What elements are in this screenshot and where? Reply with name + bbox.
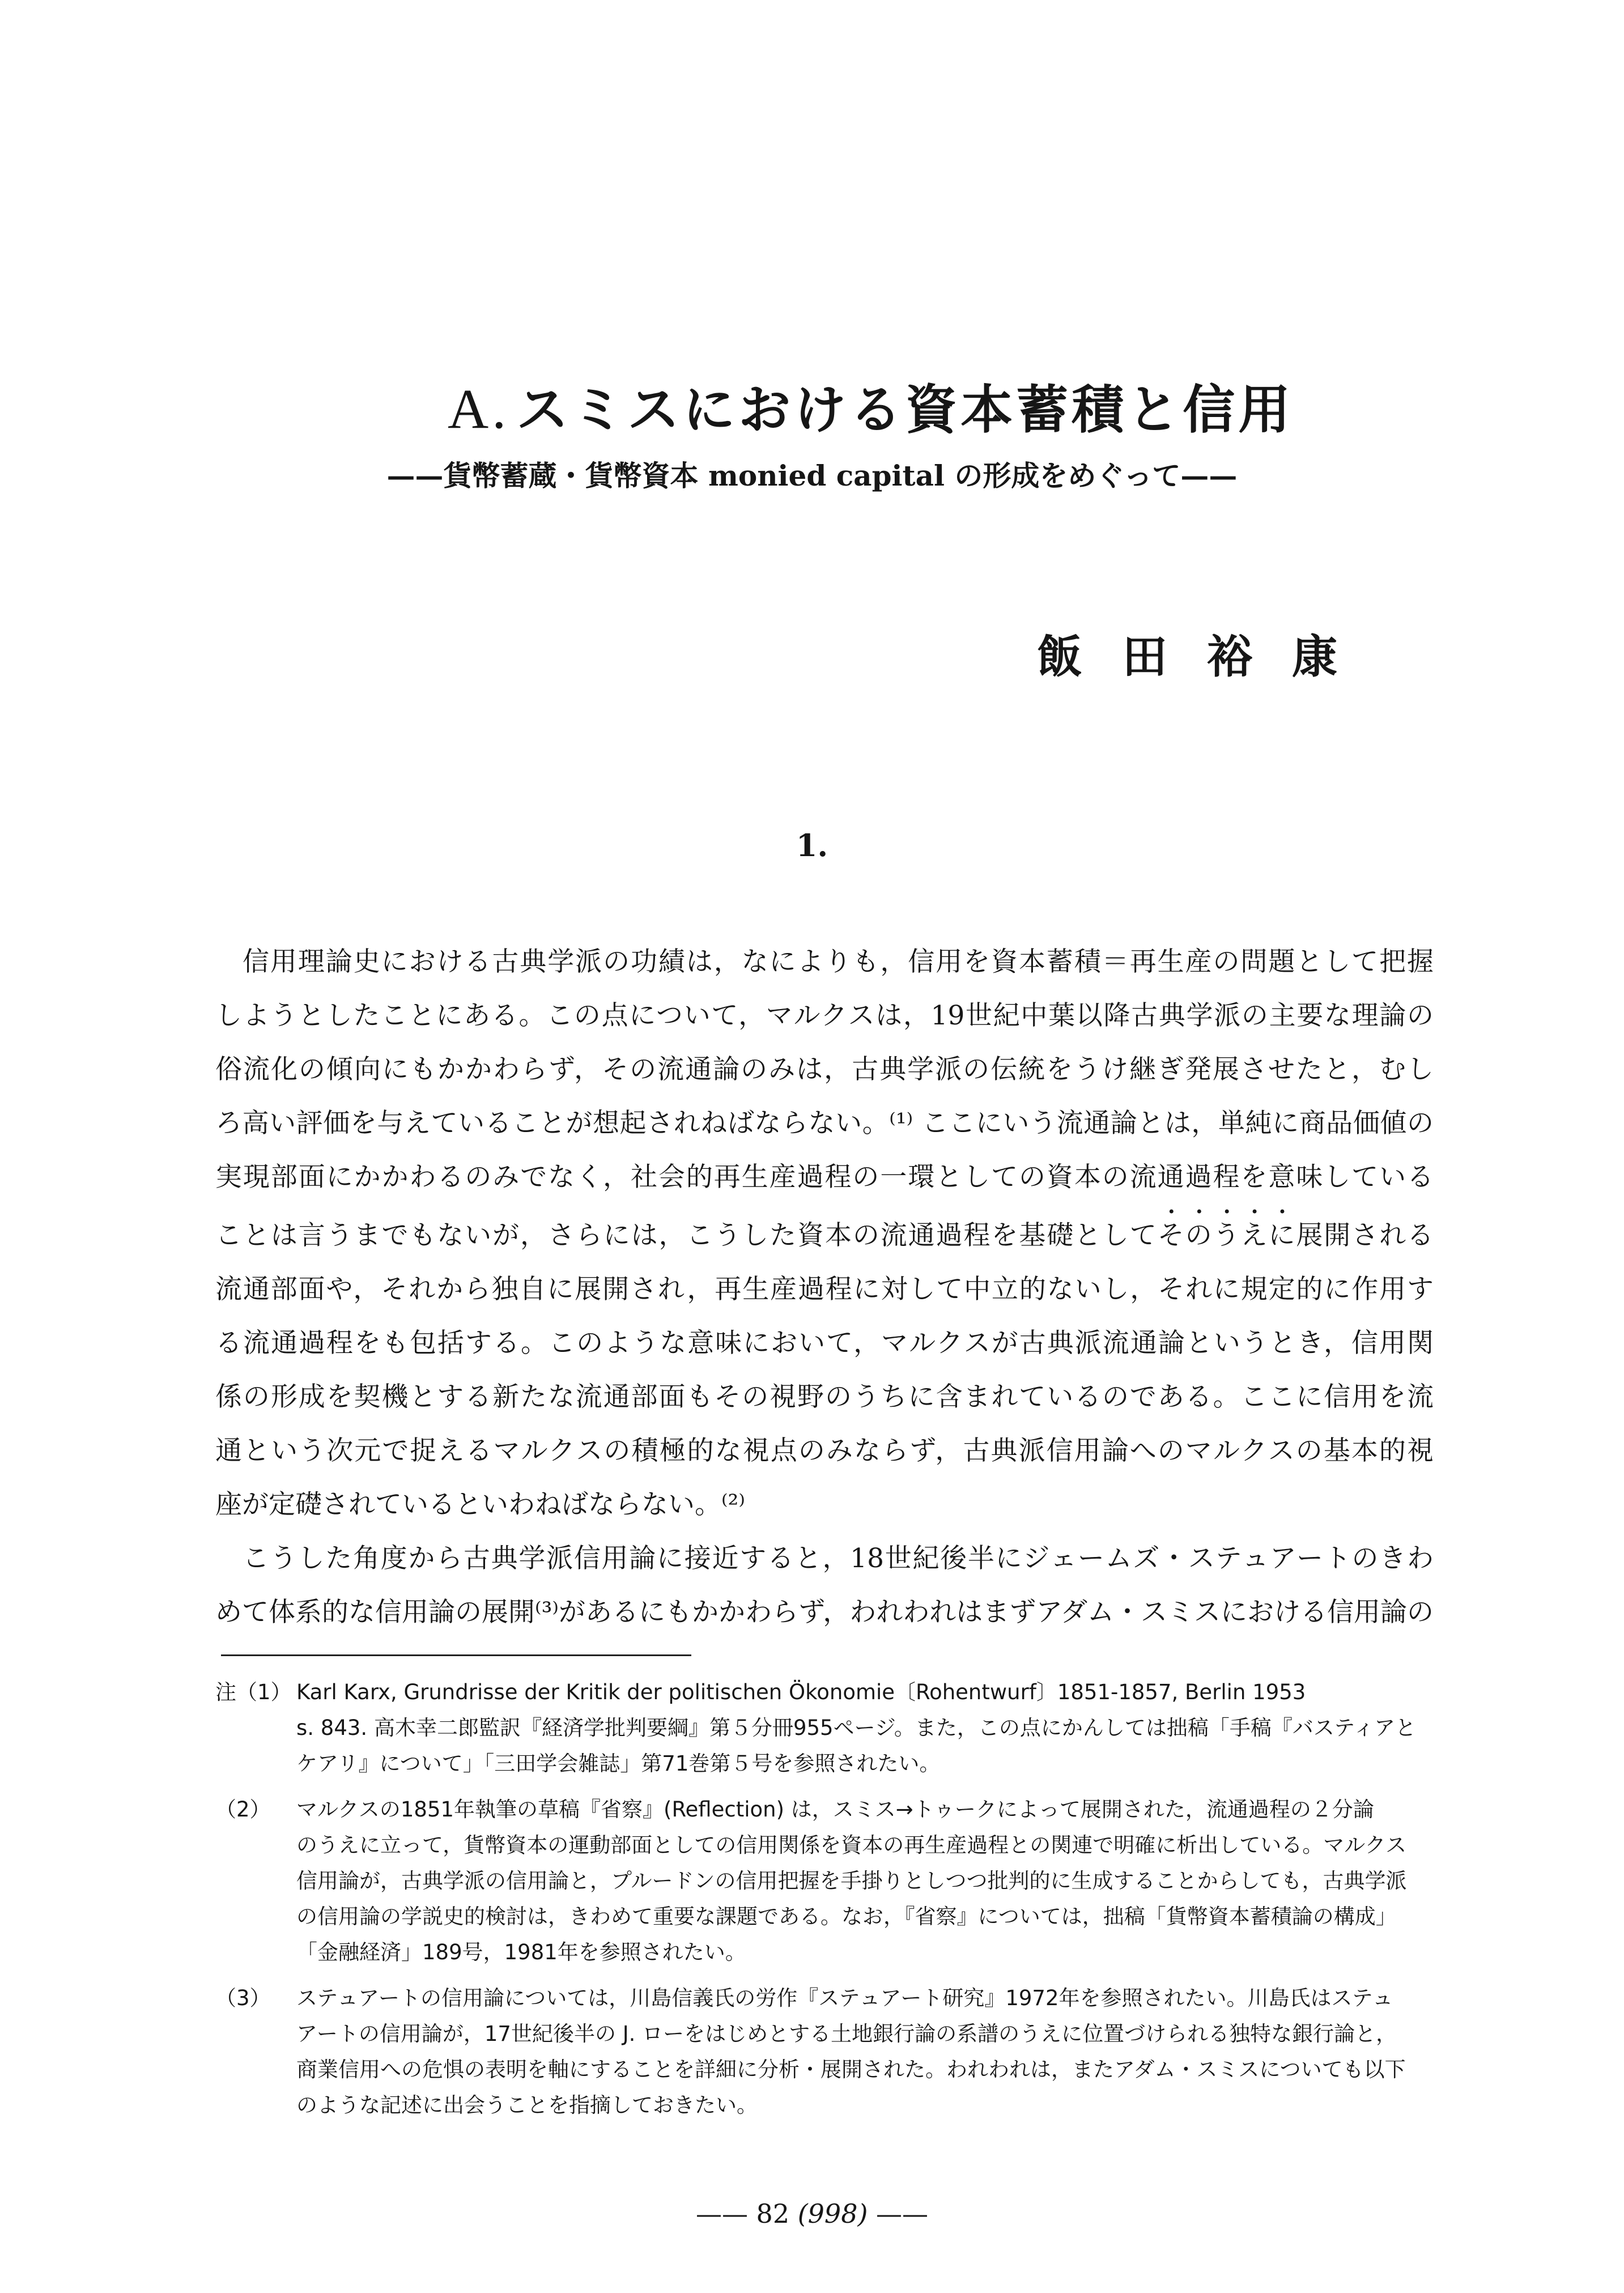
footnote-2 bbox=[215, 1792, 1434, 1970]
footnote-line: のうえに立って，貨幣資本の運動部面としての信用関係を資本の再生産過程との関連で明確に析出している。マルクス bbox=[296, 1833, 1407, 1857]
body-line: 係の形成を契機とする新たな流通部面もその視野のうちに含まれているのである。ここに信用を流 bbox=[215, 1381, 1434, 1413]
line-segment: ことは言うまでもないが，さらには，こうした資本の流通過程を基礎として bbox=[215, 1220, 1158, 1251]
footnote-rule bbox=[221, 1654, 691, 1656]
body-line: る流通過程をも包括する。このような意味において，マルクスが古典派流通論というとき，信用関 bbox=[215, 1328, 1434, 1359]
footnote-line: 「金融経済」189号，1981年を参照されたい。 bbox=[296, 1940, 746, 1964]
footnote-mark: 注（1） bbox=[215, 1680, 292, 1704]
footnote-line: のような記述に出会うことを指摘しておきたい。 bbox=[296, 2093, 758, 2117]
line-segment: 展開される bbox=[1296, 1220, 1434, 1251]
article-subtitle: ——貨幣蓄蔵・貨幣資本 monied capital の形成をめぐって—— bbox=[386, 459, 1238, 492]
body-line: 実現部面にかかわるのみでなく，社会的再生産過程の一環としての資本の流通過程を意味している bbox=[215, 1162, 1434, 1193]
page-number-value: —— 82 bbox=[695, 2198, 790, 2229]
original-page-number: (998) bbox=[797, 2198, 868, 2229]
footnote-text: ステュアートの信用論については，川島信義氏の労作『ステュアート研究』1972年を参照されたい。川島氏はステュ bbox=[296, 1986, 1393, 2010]
article-title bbox=[448, 368, 1294, 443]
footnote-line: s. 843. 高木幸二郎監訳『経済学批判要綱』第５分冊955ページ。また，この点にかんしては拙稿「手稿『バスティアと bbox=[296, 1716, 1417, 1740]
footnote-line: ケアリ』について」「三田学会雑誌」第71巻第５号を参照されたい。 bbox=[296, 1751, 941, 1776]
footnote-text: マルクスの1851年執筆の草稿『省察』(Reflection) は，スミス→トゥークによって展開された，流通過程の２分論 bbox=[296, 1797, 1374, 1822]
title-text: スミスにおける資本蓄積と信用 bbox=[516, 379, 1294, 440]
title-marker: A. bbox=[448, 377, 510, 440]
page-number bbox=[0, 2198, 1624, 2229]
page-number-tail: —— bbox=[876, 2198, 929, 2229]
body-line: 座が定礎されているといわねばならない。⁽²⁾ bbox=[215, 1489, 745, 1520]
body-line: めて体系的な信用論の展開⁽³⁾があるにもかかわらず，われわれはまずアダム・スミスにおける信用論の bbox=[215, 1597, 1434, 1628]
body-line: 俗流化の傾向にもかかわらず，その流通論のみは，古典学派の伝統をうけ継ぎ発展させたと，むし bbox=[215, 1054, 1434, 1085]
footnote-line bbox=[215, 1792, 1434, 1827]
footnote-line: の信用論の学説史的検討は，きわめて重要な課題である。なお，『省察』については，拙稿「貨幣資本蓄積論の構成」 bbox=[296, 1904, 1397, 1929]
body-line-emphasis bbox=[215, 1204, 1434, 1262]
body-line: こうした角度から古典学派信用論に接近すると，18世紀後半にジェームズ・ステュアートのきわ bbox=[243, 1543, 1434, 1574]
footnote-line bbox=[215, 1674, 1434, 1710]
body-line: 通という次元で捉えるマルクスの積極的な視点のみならず，古典派信用論へのマルクスの基本的視 bbox=[215, 1435, 1434, 1466]
body-text bbox=[215, 935, 1434, 1639]
footnote-mark: （3） bbox=[215, 1986, 271, 2010]
footnote-line bbox=[215, 1980, 1434, 2016]
body-line: 信用理論史における古典学派の功績は，なによりも，信用を資本蓄積＝再生産の問題として把握 bbox=[243, 946, 1434, 977]
emphasis-dots: そのうえに bbox=[1157, 1220, 1296, 1251]
footnote-text: Karl Karx, Grundrisse der Kritik der politischen Ökonomie〔Rohentwurf〕1851-1857, Berlin 1953 bbox=[296, 1680, 1306, 1704]
footnote-line: 信用論が，古典学派の信用論と，プルードンの信用把握を手掛りとしつつ批判的に生成することからしても，古典学派 bbox=[296, 1869, 1407, 1893]
body-line: しようとしたことにある。この点について，マルクスは，19世紀中葉以降古典学派の主要な理論の bbox=[215, 1000, 1434, 1031]
body-line: ろ高い評価を与えていることが想起されねばならない。⁽¹⁾ ここにいう流通論とは，単純に商品価値の bbox=[215, 1108, 1434, 1139]
body-line: 流通部面や，それから独自に展開され，再生産過程に対して中立的ないし，それに規定的に作用す bbox=[215, 1274, 1434, 1305]
footnote-line: 商業信用への危惧の表明を軸にすることを詳細に分析・展開された。われわれは，またアダム・スミスについても以下 bbox=[296, 2057, 1406, 2082]
footnote-mark: （2） bbox=[215, 1797, 271, 1822]
footnote-3 bbox=[215, 1980, 1434, 2123]
section-number: 1. bbox=[796, 827, 828, 863]
author-name: 飯田裕康 bbox=[1037, 630, 1377, 683]
footnote-1 bbox=[215, 1674, 1434, 1781]
footnote-line: アートの信用論が，17世紀後半の J. ローをはじめとする土地銀行論の系譜のうえに位置づけられる独特な銀行論と， bbox=[296, 2022, 1397, 2046]
footnotes bbox=[215, 1674, 1434, 2133]
